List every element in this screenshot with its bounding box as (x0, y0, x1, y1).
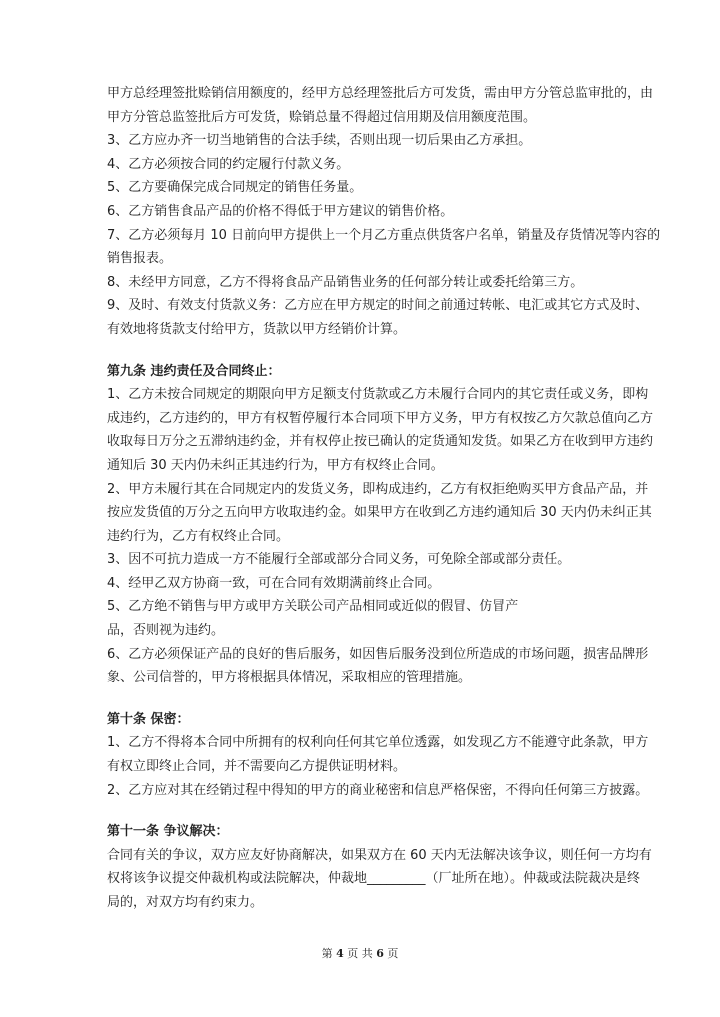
text-line: 1、乙方不得将本合同中所拥有的权利向任何其它单位透露，如发现乙方不能遵守此条款，甲方 (107, 735, 649, 751)
page-content (107, 82, 661, 915)
text-line: 7、乙方必须每月 10 日前向甲方提供上一个月乙方重点供货客户名单，销量及存货情况等内容的 (107, 227, 661, 243)
text-line: 3、乙方应办齐一切当地销售的合法手续，否则出现一切后果由乙方承担。 (107, 133, 532, 149)
text-line: 销售报表。 (107, 251, 173, 267)
text-line: 按应发货值的万分之五向甲方收取违约金。如果甲方在收到乙方违约通知后 30 天内仍未纠正其 (107, 505, 652, 521)
text-line: 8、未经甲方同意，乙方不得将食品产品销售业务的任何部分转让或委托给第三方。 (107, 274, 584, 290)
section-heading: 第十一条 争议解决： (107, 824, 229, 840)
footer-suffix: 页 (387, 947, 399, 960)
page-footer (0, 945, 720, 961)
text-line: 6、乙方必须保证产品的良好的售后服务，如因售后服务没到位所造成的市场问题，损害品牌形 (107, 646, 649, 662)
text-line: 2、甲方未履行其在合同规定内的发货义务，即构成违约，乙方有权拒绝购买甲方食品产品，并 (107, 481, 649, 497)
footer-prefix: 第 (321, 947, 333, 960)
text-line: 4、经甲乙双方协商一致，可在合同有效期满前终止合同。 (107, 575, 441, 591)
section-heading: 第九条 违约责任及合同终止： (107, 363, 281, 379)
text-line: 3、因不可抗力造成一方不能履行全部或部分合同义务，可免除全部或部分责任。 (107, 552, 571, 568)
section-11 (107, 820, 652, 914)
text-line: 2、乙方应对其在经销过程中得知的甲方的商业秘密和信息严格保密，不得向任何第三方披露。 (107, 782, 649, 798)
section-heading: 第十条 保密： (107, 711, 190, 727)
text-line: 4、乙方必须按合同的约定履行付款义务。 (107, 156, 350, 172)
total-pages-number: 6 (376, 947, 384, 960)
text-line: 9、及时、有效支付货款义务：乙方应在甲方规定的时间之前通过转帐、电汇或其它方式及时、 (107, 298, 649, 314)
text-line: 象、公司信誉的，甲方将根据具体情况，采取相应的管理措施。 (107, 670, 472, 686)
text-line: 甲方总经理签批赊销信用额度的，经甲方总经理签批后方可发货，需由甲方分管总监审批的，由 (107, 86, 654, 101)
text-line: 有效地将货款支付给甲方，货款以甲方经销价计算。 (107, 321, 407, 337)
text-line: 甲方分管总监签批后方可发货，赊销总量不得超过信用期及信用额度范围。 (107, 109, 537, 125)
text-line: 收取每日万分之五滞纳违约金，并有权停止按已确认的定货通知发货。如果乙方在收到甲方违约 (107, 434, 654, 450)
section-10 (107, 708, 649, 802)
text-line: 权将该争议提交仲裁机构或法院解决，仲裁地_________（厂址所在地）。仲裁或法院裁决是终 (107, 871, 641, 887)
text-line: 合同有关的争议，双方应友好协商解决，如果双方在 60 天内无法解决该争议，则任何一方均有 (107, 847, 652, 863)
text-line: 5、乙方要确保完成合同规定的销售任务量。 (107, 180, 363, 196)
current-page-number: 4 (336, 947, 344, 960)
text-line: 1、乙方未按合同规定的期限向甲方足额支付货款或乙方未履行合同内的其它责任或义务，即构 (107, 387, 649, 403)
text-line: 成违约，乙方违约的，甲方有权暂停履行本合同项下甲方义务，甲方有权按乙方欠款总值向乙方 (107, 410, 654, 426)
section-9 (107, 360, 654, 690)
text-line: 品，否则视为违约。 (107, 623, 225, 639)
text-line: 局的，对双方均有约束力。 (107, 895, 264, 910)
text-line: 通知后 30 天内仍未纠正其违约行为，甲方有权终止合同。 (107, 457, 444, 473)
top-paragraphs (107, 82, 661, 342)
text-line: 5、乙方绝不销售与甲方或甲方关联公司产品相同或近似的假冒、仿冒产 (107, 599, 519, 615)
footer-middle: 页 共 (347, 947, 373, 960)
text-line: 违约行为，乙方有权终止合同。 (107, 528, 290, 544)
text-line: 6、乙方销售食品产品的价格不得低于甲方建议的销售价格。 (107, 203, 454, 219)
text-line: 有权立即终止合同，并不需要向乙方提供证明材料。 (107, 759, 407, 775)
